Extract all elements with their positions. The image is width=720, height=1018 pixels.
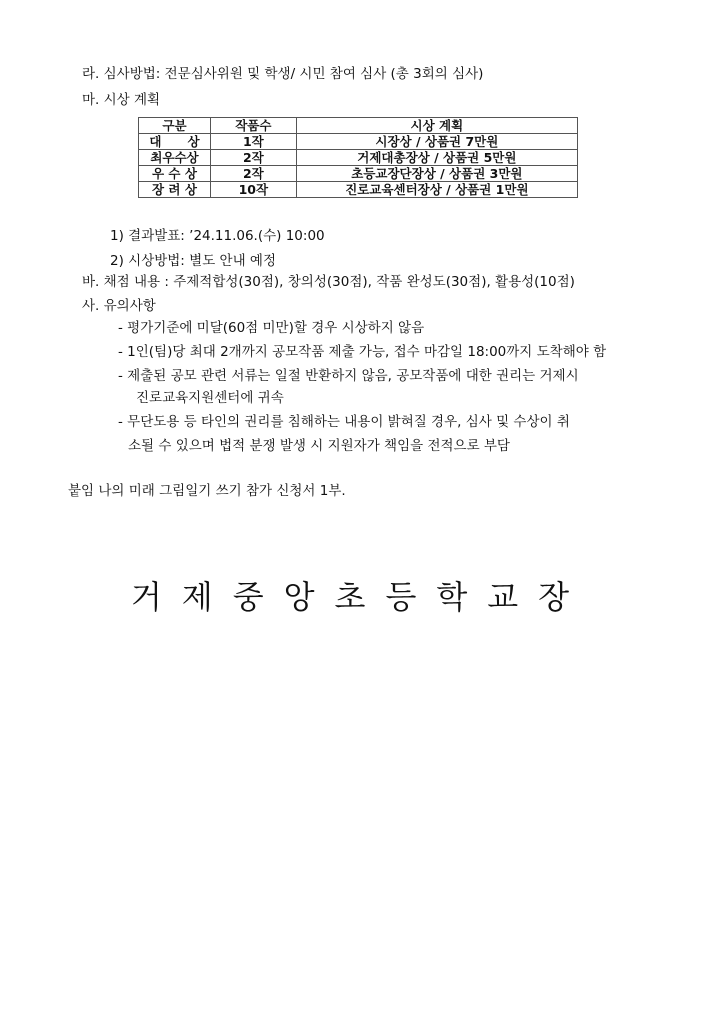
cell-plan: 진로교육센터장상 / 상품권 1만원	[296, 182, 577, 198]
note-item-continued: 진로교육지원센터에 귀속	[136, 390, 284, 406]
cell-category: 대 상	[139, 134, 211, 150]
section-ba: 바. 채점 내용 : 주제적합성(30점), 창의성(30점), 작품 완성도(30점), 활용성(10점)	[82, 274, 575, 290]
note-item: - 1인(팀)당 최대 2개까지 공모작품 제출 가능, 접수 마감일 18:00까지 도착해야 함	[118, 344, 607, 360]
cell-category: 우 수 상	[139, 166, 211, 182]
cell-count: 2작	[210, 166, 296, 182]
table-row	[139, 134, 578, 150]
note-item-continued: 소될 수 있으며 법적 분쟁 발생 시 지원자가 책임을 전적으로 부담	[128, 438, 510, 454]
cell-count: 2작	[210, 150, 296, 166]
school-principal-signature: 거제중앙초등학교장	[130, 578, 590, 616]
note-item: - 평가기준에 미달(60점 미만)할 경우 시상하지 않음	[118, 320, 425, 336]
header-count: 작품수	[210, 118, 296, 134]
note-item: - 무단도용 등 타인의 권리를 침해하는 내용이 밝혀질 경우, 심사 및 수상이 취	[118, 414, 570, 430]
cell-category: 최우수상	[139, 150, 211, 166]
section-sa: 사. 유의사항	[82, 298, 156, 314]
section-ra: 라. 심사방법: 전문심사위원 및 학생/ 시민 참여 심사 (총 3회의 심사)	[82, 66, 484, 82]
header-category: 구분	[139, 118, 211, 134]
table-row	[139, 182, 578, 198]
result-announcement: 1) 결과발표: ’24.11.06.(수) 10:00	[110, 228, 325, 244]
award-method: 2) 시상방법: 별도 안내 예정	[110, 253, 276, 269]
cell-plan: 거제대총장상 / 상품권 5만원	[296, 150, 577, 166]
section-ma: 마. 시상 계획	[82, 92, 161, 108]
cell-count: 1작	[210, 134, 296, 150]
attachment-note: 붙임 나의 미래 그림일기 쓰기 참가 신청서 1부.	[68, 483, 346, 499]
cell-plan: 초등교장단장상 / 상품권 3만원	[296, 166, 577, 182]
award-table	[138, 117, 578, 198]
table-header-row	[139, 118, 578, 134]
table-row	[139, 150, 578, 166]
cell-count: 10작	[210, 182, 296, 198]
cell-category: 장 려 상	[139, 182, 211, 198]
table-row	[139, 166, 578, 182]
header-plan: 시상 계획	[296, 118, 577, 134]
note-item: - 제출된 공모 관련 서류는 일절 반환하지 않음, 공모작품에 대한 권리는 거제시	[118, 368, 579, 384]
cell-plan: 시장상 / 상품권 7만원	[296, 134, 577, 150]
